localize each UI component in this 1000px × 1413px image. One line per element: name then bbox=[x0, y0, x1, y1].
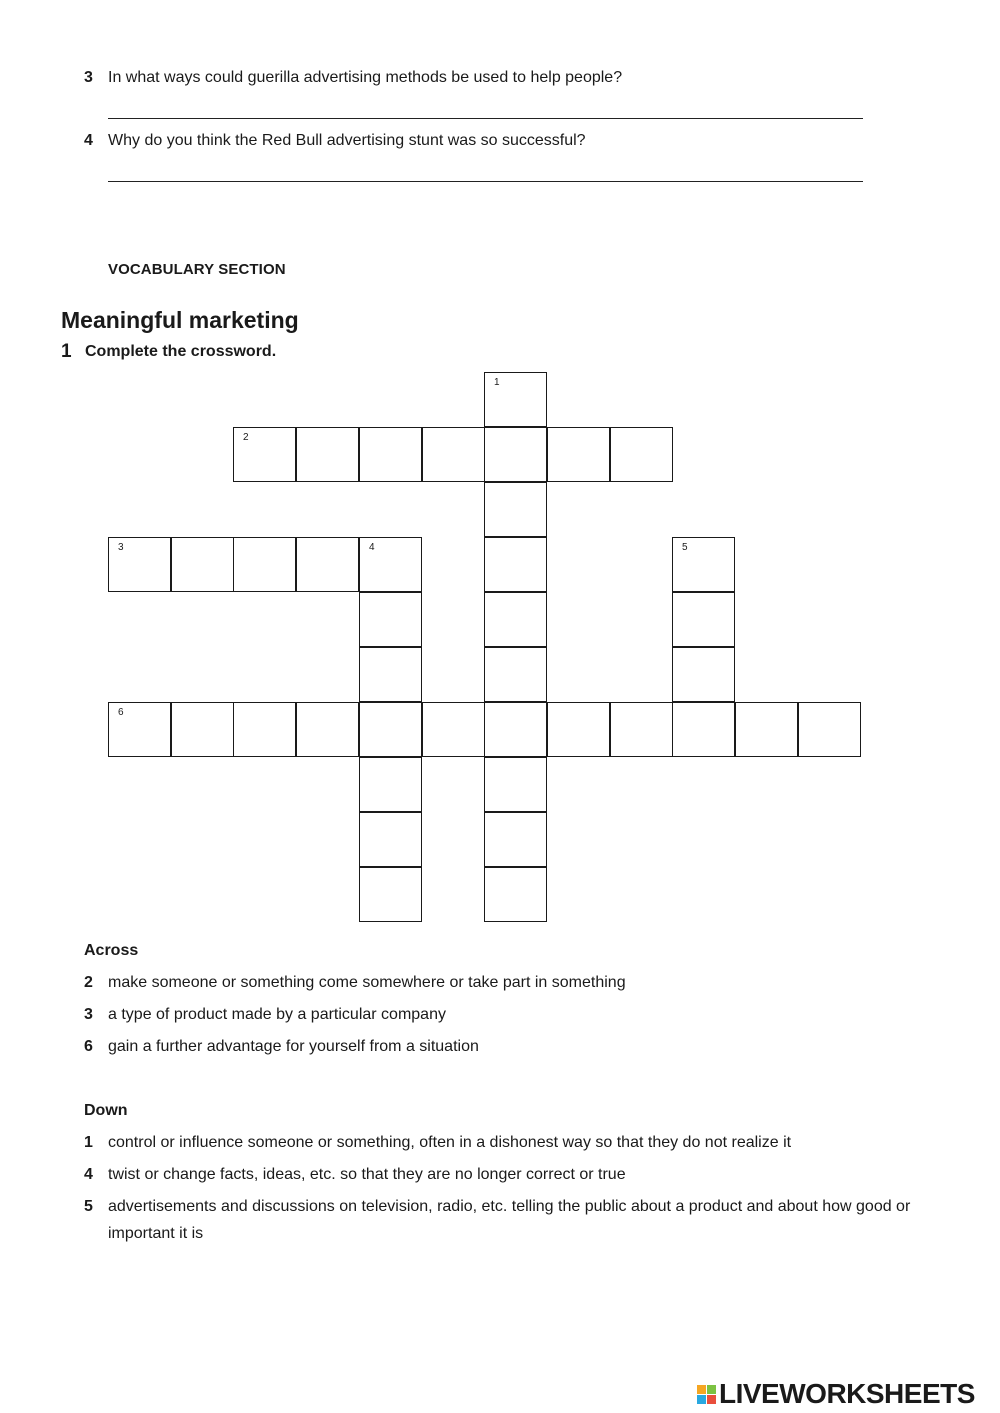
crossword-cell[interactable] bbox=[672, 647, 735, 702]
logo-badge-square bbox=[697, 1385, 706, 1394]
section-label: VOCABULARY SECTION bbox=[108, 261, 286, 278]
crossword-cell[interactable] bbox=[108, 702, 171, 757]
logo-text: LIVEWORKSHEETS bbox=[719, 1378, 975, 1409]
crossword-cell[interactable] bbox=[547, 427, 610, 482]
cell-number: 1 bbox=[494, 377, 500, 388]
crossword-cell[interactable] bbox=[359, 867, 422, 922]
clue-number: 5 bbox=[84, 1198, 93, 1215]
question-text: In what ways could guerilla advertising methods be used to help people? bbox=[108, 69, 623, 86]
crossword-cell[interactable] bbox=[296, 427, 359, 482]
crossword-cell[interactable] bbox=[547, 702, 610, 757]
clue-number: 6 bbox=[84, 1038, 93, 1055]
crossword-cell[interactable] bbox=[672, 702, 735, 757]
exercise-instruction: Complete the crossword. bbox=[85, 343, 277, 360]
answer-line-4[interactable] bbox=[108, 181, 863, 182]
logo-badge-square bbox=[707, 1385, 716, 1394]
cell-number: 2 bbox=[243, 432, 249, 443]
clue-text: twist or change facts, ideas, etc. so that they are no longer correct or true bbox=[108, 1166, 626, 1183]
crossword-cell[interactable] bbox=[108, 537, 171, 592]
question-number: 4 bbox=[84, 132, 93, 149]
crossword-cell[interactable] bbox=[171, 702, 234, 757]
crossword-cell[interactable] bbox=[484, 537, 547, 592]
answer-line-3[interactable] bbox=[108, 118, 863, 119]
crossword-cell[interactable] bbox=[484, 372, 547, 427]
clue-text: gain a further advantage for yourself from a situation bbox=[108, 1038, 479, 1055]
crossword-cell[interactable] bbox=[484, 812, 547, 867]
cell-number: 3 bbox=[118, 542, 124, 553]
clue-number: 4 bbox=[84, 1166, 93, 1183]
crossword-cell[interactable] bbox=[359, 757, 422, 812]
question-number: 3 bbox=[84, 69, 93, 86]
crossword-cell[interactable] bbox=[422, 702, 485, 757]
logo-badge-square bbox=[707, 1395, 716, 1404]
crossword-cell[interactable] bbox=[484, 757, 547, 812]
crossword-cell[interactable] bbox=[296, 702, 359, 757]
crossword-cell[interactable] bbox=[672, 537, 735, 592]
clue-number: 3 bbox=[84, 1006, 93, 1023]
clue-number: 1 bbox=[84, 1134, 93, 1151]
crossword-cell[interactable] bbox=[422, 427, 485, 482]
crossword-cell[interactable] bbox=[359, 537, 422, 592]
crossword-cell[interactable] bbox=[233, 427, 296, 482]
crossword-cell[interactable] bbox=[672, 592, 735, 647]
crossword-cell[interactable] bbox=[171, 537, 234, 592]
crossword-cell[interactable] bbox=[484, 482, 547, 537]
page-title: Meaningful marketing bbox=[61, 307, 299, 333]
crossword-cell[interactable] bbox=[735, 702, 798, 757]
crossword-cell[interactable] bbox=[610, 702, 673, 757]
logo-badge-square bbox=[697, 1395, 706, 1404]
clue-text: control or influence someone or something, often in a dishonest way so that they do not realize it bbox=[108, 1134, 792, 1151]
cell-number: 4 bbox=[369, 542, 375, 553]
crossword-cell[interactable] bbox=[359, 647, 422, 702]
crossword-cell[interactable] bbox=[610, 427, 673, 482]
crossword-cell[interactable] bbox=[484, 647, 547, 702]
crossword-cell[interactable] bbox=[484, 427, 547, 482]
exercise-number: 1 bbox=[61, 341, 72, 362]
question-text: Why do you think the Red Bull advertising stunt was so successful? bbox=[108, 132, 586, 149]
clue-text: make someone or something come somewhere or take part in something bbox=[108, 974, 626, 991]
liveworksheets-logo bbox=[697, 1377, 975, 1411]
cell-number: 5 bbox=[682, 542, 688, 553]
crossword-cell[interactable] bbox=[359, 427, 422, 482]
down-heading: Down bbox=[84, 1102, 128, 1119]
clue-number: 2 bbox=[84, 974, 93, 991]
logo-badge-icon bbox=[697, 1385, 716, 1404]
crossword-cell[interactable] bbox=[798, 702, 861, 757]
crossword-cell[interactable] bbox=[484, 867, 547, 922]
crossword-cell[interactable] bbox=[484, 592, 547, 647]
crossword-cell[interactable] bbox=[296, 537, 359, 592]
crossword-cell[interactable] bbox=[359, 592, 422, 647]
crossword-cell[interactable] bbox=[233, 702, 296, 757]
crossword-cell[interactable] bbox=[359, 702, 422, 757]
across-heading: Across bbox=[84, 942, 139, 959]
clue-text: advertisements and discussions on television, radio, etc. telling the public about a product and about how good or important it is bbox=[108, 1198, 911, 1242]
crossword-cell[interactable] bbox=[484, 702, 547, 757]
clue-text: a type of product made by a particular company bbox=[108, 1006, 446, 1023]
cell-number: 6 bbox=[118, 707, 124, 718]
crossword-cell[interactable] bbox=[359, 812, 422, 867]
crossword-cell[interactable] bbox=[233, 537, 296, 592]
